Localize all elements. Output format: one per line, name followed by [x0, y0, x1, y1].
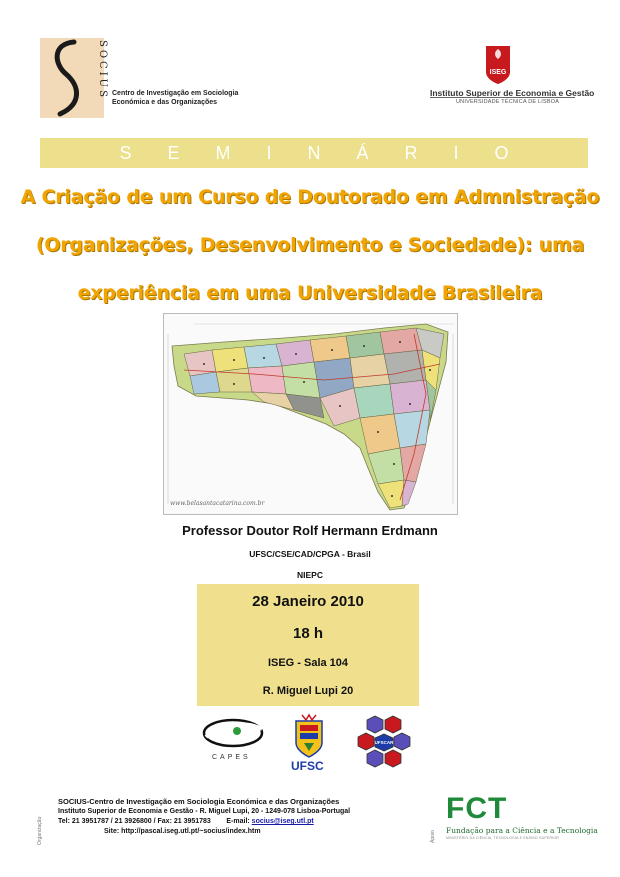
speaker-group: NIEPC [297, 570, 323, 580]
event-date: 28 Janeiro 2010 [252, 593, 364, 610]
socius-subtitle [112, 89, 238, 107]
event-room: ISEG - Sala 104 [267, 657, 349, 669]
fct-logo: FCT [446, 792, 508, 825]
map-caption: www.belasantacatarina.com.br [170, 500, 265, 507]
iseg-shield-logo [484, 44, 512, 86]
iseg-shield-text: ISEG [489, 69, 507, 76]
footer-org-name: SOCIUS-Centro de Investigação em Sociologia Económica e das Organizações [58, 797, 340, 806]
footer-address: Instituto Superior de Economia e Gestão - R. Miguel Lupi, 20 - 1249-078 Lisboa-Portugal [58, 808, 351, 815]
capes-label: CAPES [212, 754, 251, 761]
iseg-name: Instituto Superior de Economia e Gestão [430, 88, 595, 98]
organizacao-label: Organização [37, 816, 43, 845]
title-line-2: (Organizações, Desenvolvimento e Sociedade): uma [35, 234, 585, 256]
title-line-3: experiência em uma Universidade Brasileira [77, 282, 543, 304]
iseg-university: UNIVERSIDADE TÉCNICA DE LISBOA [456, 99, 560, 105]
event-time: 18 h [292, 625, 323, 642]
fct-name: Fundação para a Ciência e a Tecnologia [446, 826, 598, 835]
socius-subtitle-line1: Centro de Investigação em Sociologia [112, 90, 239, 97]
footer-contacts [58, 818, 314, 825]
fct-ministry: MINISTÉRIO DA CIÊNCIA, TECNOLOGIA E ENSINO SUPERIOR [446, 836, 560, 840]
hex-logo-label: UFSCAR [374, 740, 394, 745]
socius-subtitle-line2: Económica e das Organizações [112, 99, 218, 106]
capes-swoosh-icon [200, 713, 266, 753]
footer-email-link[interactable]: socius@iseg.utl.pt [251, 818, 314, 825]
seminar-banner-label: SEMINÁRIO [119, 143, 545, 163]
santa-catarina-map [163, 313, 458, 515]
speaker-affiliation: UFSC/CSE/CAD/CPGA - Brasil [249, 549, 371, 559]
ufsc-label: UFSC [291, 759, 324, 773]
ufsc-crest-icon [292, 713, 326, 759]
footer-website-link[interactable]: Site: http://pascal.iseg.utl.pt/~socius/index.htm [104, 828, 261, 835]
iseg-divider [430, 97, 575, 98]
hexagon-network-logo [357, 712, 419, 774]
title-line-1: A Criação de um Curso de Doutorado em Admnistração [20, 186, 600, 208]
socius-wordmark: SOCIUS [97, 40, 108, 100]
map-illustration [164, 314, 457, 514]
speaker-name: Professor Doutor Rolf Hermann Erdmann [182, 523, 438, 538]
apoio-label: Apoio [430, 830, 436, 843]
footer-phone-fax: Tel: 21 3951787 / 21 3926800 / Fax: 21 3951783 E-mail: [58, 818, 252, 825]
event-address: R. Miguel Lupi 20 [262, 685, 354, 697]
